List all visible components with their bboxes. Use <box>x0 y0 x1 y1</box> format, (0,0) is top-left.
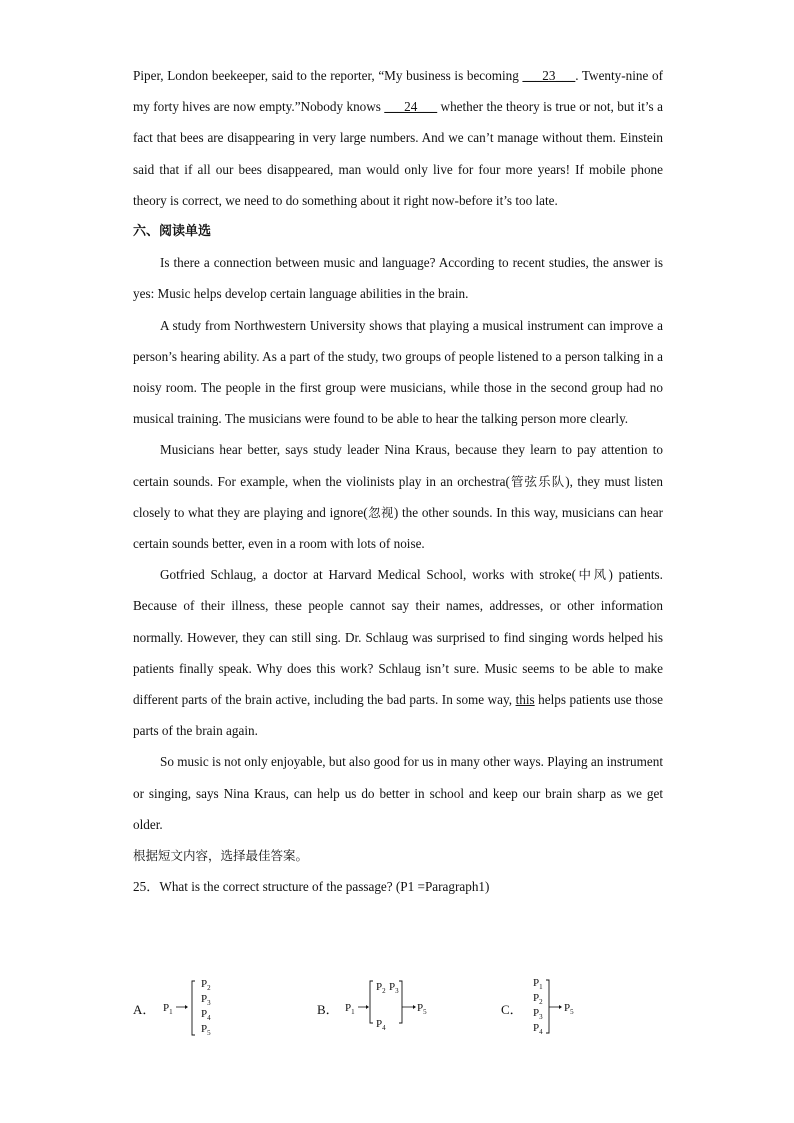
text-run: Musicians hear better, says study leader Nina Kraus, because they learn to pay attention to certain sounds. For example, when the violinists play in an orchestra( <box>133 442 663 489</box>
answer-options <box>133 975 693 1045</box>
reading-paragraph-3 <box>133 434 663 559</box>
reading-paragraph-4 <box>133 559 663 746</box>
section-heading: 六、阅读单选 <box>133 224 212 240</box>
diagram-p1: $P_1$ <box>163 1002 173 1017</box>
diagram-p3: $P_3$ <box>201 993 211 1008</box>
diagram-p1: $P_1$ <box>345 1002 355 1017</box>
text-run: ), they must listen closely to what they are playing and ignore( <box>133 473 663 520</box>
diagram-p3: $P_3$ <box>533 1007 543 1022</box>
instruction-line: 根据短文内容，选择最佳答案。 <box>133 848 309 864</box>
gloss-stroke: 中风 <box>576 567 609 583</box>
diagram-p4: $P_4$ <box>533 1022 543 1037</box>
text-run: ) patients. Because of their illness, these people cannot say their names, addresses, or other information normally. However, they can still sing. Dr. Schlaug was surprised to find singing words helped his patients finally speak. Why does this work? Schlaug isn’t sure. Music seems to be able to make different parts of the brain active, including the bad parts. In some way, <box>133 567 663 708</box>
diagram-p4: $P_4$ <box>376 1018 386 1033</box>
text-run: Gotfried Schlaug, a doctor at Harvard Medical School, works with stroke( <box>160 567 577 583</box>
document-body <box>133 60 663 902</box>
diagram-p1: $P_1$ <box>533 977 543 992</box>
diagram-p5: $P_5$ <box>564 1002 574 1017</box>
question-25 <box>133 871 663 902</box>
reading-paragraph-2: A study from Northwestern University shows that playing a musical instrument can improve a person’s hearing ability. As a part of the study, two groups of people listened to a person talking in a noisy room. The people in the first group were musicians, while those in the second group had no musical training. The musicians were found to be able to hear the talking person more clearly. <box>133 317 663 427</box>
text-run: Piper, London beekeeper, said to the reporter, “My business is becoming <box>133 68 523 83</box>
diagram-p2: $P_2$ <box>533 992 543 1007</box>
diagram-p4: $P_4$ <box>201 1008 211 1023</box>
underlined-this: this <box>515 692 535 708</box>
diagram-c-lines <box>133 975 613 1045</box>
reading-paragraph-1: Is there a connection between music and language? According to recent studies, the answer is yes: Music helps develop certain language abilities in the brain. <box>133 255 663 302</box>
gloss-orchestra: 管弦乐队 <box>509 473 566 489</box>
question-number: 25． <box>133 879 160 895</box>
reading-paragraph-5: So music is not only enjoyable, but also good for us in many other ways. Playing an instrument or singing, says Nina Kraus, can help us do better in school and keep our brain sharp as we get older. <box>133 754 663 832</box>
blank-24: ___24___ <box>384 99 438 115</box>
diagram-p2: $P_2$ <box>201 978 211 993</box>
diagram-p5: $P_5$ <box>201 1023 211 1038</box>
text-run: helps patients use those parts of the brain again. <box>133 692 663 739</box>
blank-23: ___23___ <box>522 68 576 83</box>
text-run: . Twenty-nine of my forty hives are now empty.”Nobody knows <box>133 68 663 115</box>
text-run: ) the other sounds. In this way, musicians can hear certain sounds better, even in a room with lots of noise. <box>133 504 663 552</box>
passage-tail-paragraph <box>133 60 663 216</box>
question-text: What is the correct structure of the passage? (P1 =Paragraph1) <box>159 879 490 895</box>
option-c-label: C． <box>501 1002 523 1017</box>
gloss-ignore: 忽视 <box>367 504 394 520</box>
text-run: whether the theory is true or not, but it’s a fact that bees are disappearing in very large numbers. And we can’t manage without them. Einstein said that if all our bees disappeared, man would only live for four more years! If mobile phone theory is correct, we need to do something about it right now-before it’s too late. <box>133 99 663 208</box>
diagram-p2: $P_2$ <box>376 981 386 996</box>
diagram-p5: $P_5$ <box>417 1002 427 1017</box>
option-b-label: B． <box>317 1002 339 1017</box>
diagram-p3: $P_3$ <box>389 981 399 996</box>
option-a-label: A． <box>133 1002 156 1017</box>
